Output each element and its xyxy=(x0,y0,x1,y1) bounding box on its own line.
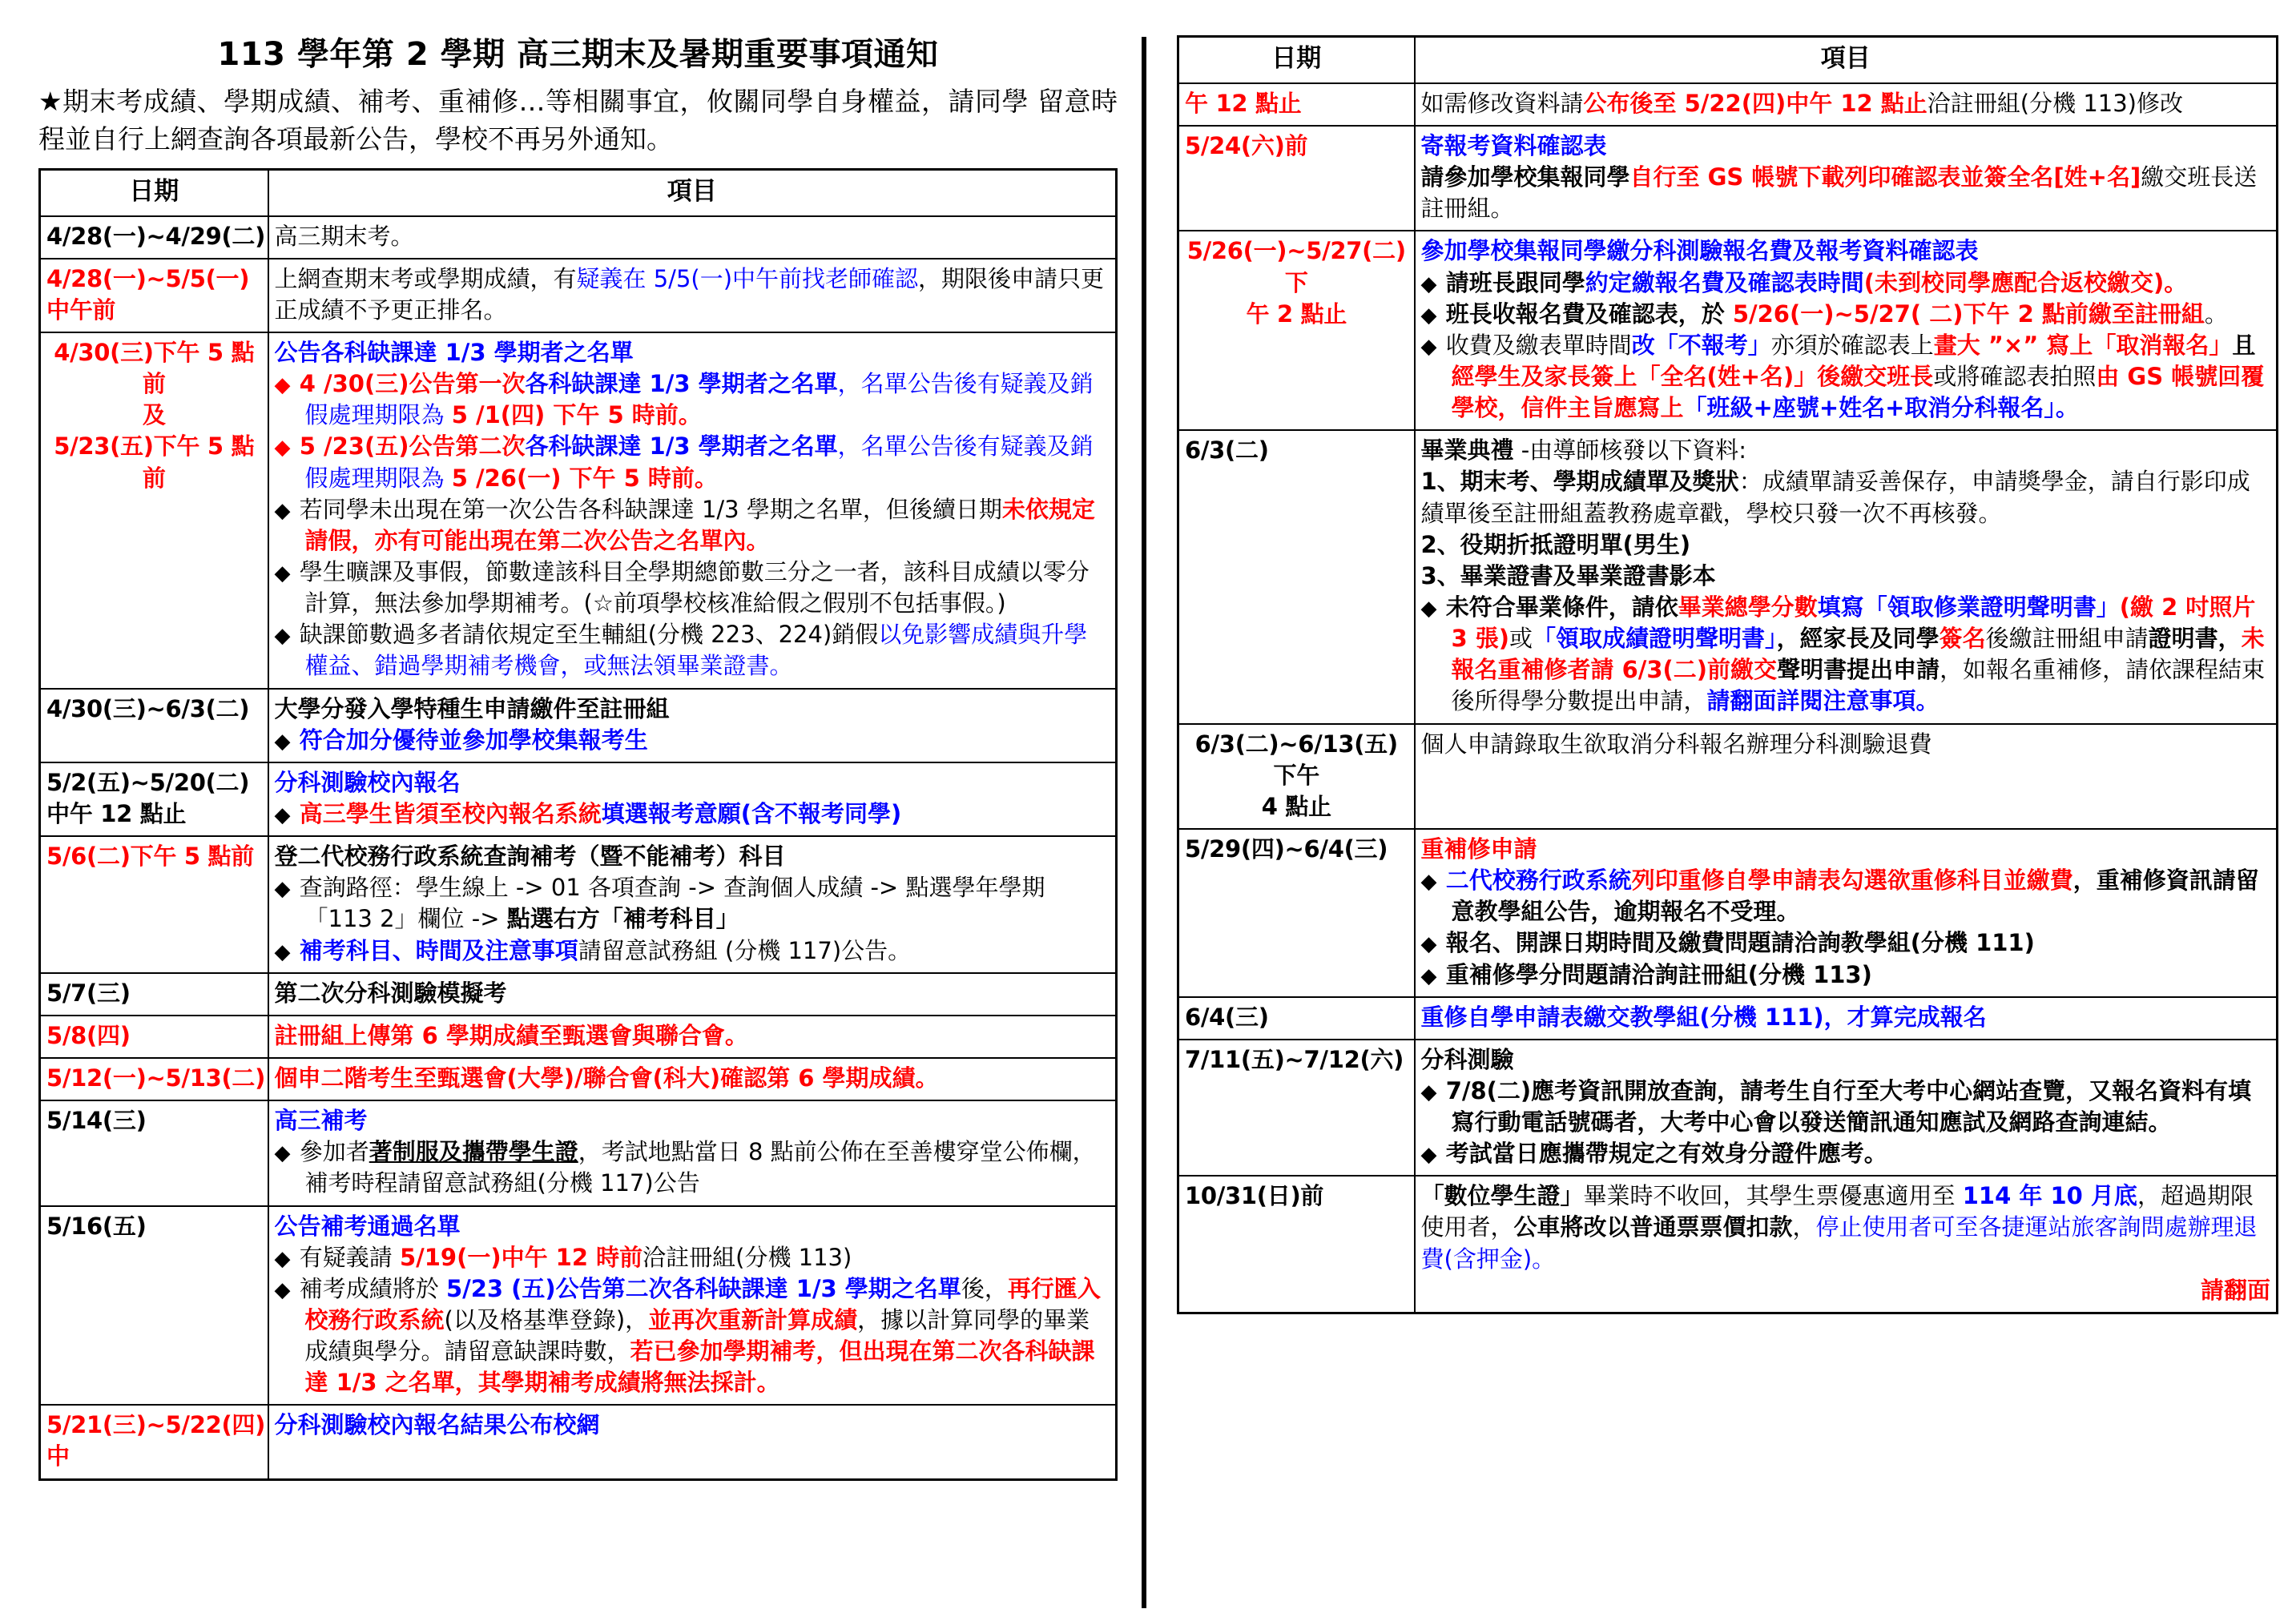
intro-paragraph xyxy=(38,83,1118,159)
text-segment: ，期限後申請只更正成績不予更正排名。 xyxy=(274,264,1105,324)
row-item-cell xyxy=(268,1405,1117,1479)
row-date-cell: 5/6(二)下午 5 點前 xyxy=(40,836,268,973)
item-line xyxy=(1421,1044,2271,1076)
table-row xyxy=(40,332,1117,689)
diamond-bullet-icon: ◆ xyxy=(274,1141,292,1166)
table-row xyxy=(40,689,1117,762)
text-segment: ：成績單請妥善保存，申請獎學金，請自行影印成績單後至註冊組蓋教務處章戳，學校只發一次不再核發。 xyxy=(1420,468,2250,527)
text-segment: 約定繳報名費及確認表時間 xyxy=(1585,268,1864,296)
right-column xyxy=(1146,0,2296,1314)
text-segment: 登二代校務行政系統查詢補考（暨不能補考）科目 xyxy=(274,843,786,871)
text-segment: ，據以計算同學的畢業成績與學分。請留意缺課時數， xyxy=(304,1305,1090,1366)
text-segment: 高三補考 xyxy=(274,1107,368,1135)
text-segment: 若同學未出現在第一次公告各科缺課達 1/3 學期之名單，但後續日期 xyxy=(299,495,1002,523)
item-line xyxy=(1421,162,2271,224)
diamond-bullet-icon: ◆ xyxy=(1420,1143,1439,1168)
text-segment: 以免影響成績與升學權益、錯過學期補考機會，或無法領畢業證書。 xyxy=(304,621,1088,680)
row-date-cell: 4/28(一)~4/29(二) xyxy=(40,216,268,259)
text-segment: 5 /23(五)公告第二次 xyxy=(299,432,526,461)
text-segment: 公布後至 5/22(四)中午 12 點止 xyxy=(1583,89,1927,117)
text-segment: 改「不報考」 xyxy=(1631,331,1771,359)
item-line xyxy=(275,1211,1110,1242)
text-segment: 5/19(一)中午 12 時前 xyxy=(399,1243,643,1271)
item-line xyxy=(1421,729,2271,760)
row-item-cell xyxy=(268,216,1117,259)
text-segment: 收費及繳表單時間 xyxy=(1445,331,1632,359)
text-segment: 列印重修自學申請表勾選欲重修科目並繳費 xyxy=(1631,867,2073,895)
item-line xyxy=(275,978,1110,1009)
diamond-bullet-icon: ◆ xyxy=(1420,932,1439,957)
turn-over-note: 請翻面 xyxy=(2200,1276,2270,1304)
text-segment: 簽名 xyxy=(1939,625,1986,653)
text-segment: 畫大 ”×” 寫上「取消報名」 xyxy=(1933,331,2233,359)
row-item-cell xyxy=(268,259,1117,332)
row-date-cell: 5/24(六)前 xyxy=(1178,126,1415,231)
bulleted-item-line xyxy=(275,1136,1110,1199)
text-segment: 「班級+座號+姓名+取消分科報名」。 xyxy=(1683,394,2079,422)
row-date-cell: 5/16(五) xyxy=(40,1206,268,1406)
text-segment: 未符合畢業條件，請依 xyxy=(1445,593,1678,621)
text-segment: 再行匯入校務行政系統 xyxy=(304,1274,1101,1333)
text-segment: ，經家長及同學 xyxy=(1776,625,1940,653)
text-segment: 請翻面詳閱注意事項。 xyxy=(1706,687,1940,715)
text-segment: 5 /26(一) 下午 5 時前。 xyxy=(451,464,718,492)
diamond-bullet-icon: ◆ xyxy=(1420,303,1439,328)
row-date-cell: 6/3(二) xyxy=(1178,430,1415,723)
text-segment: 有疑義請 xyxy=(299,1243,400,1271)
text-segment: 或 xyxy=(1509,625,1533,653)
text-segment: 寄報考資料確認表 xyxy=(1420,131,1607,159)
item-line xyxy=(1421,1002,2271,1033)
text-segment: ，名單公告後有疑義及銷假處理期限為 xyxy=(304,432,1094,492)
row-date-line: 6/3(二)~6/13(五)下午 xyxy=(1194,730,1398,789)
table-header-row xyxy=(1178,37,2278,83)
item-line xyxy=(1421,529,2271,561)
bulleted-item-line xyxy=(1421,299,2271,330)
text-segment: 請留意試務組 (分機 117)公告。 xyxy=(578,936,912,964)
bulleted-item-line xyxy=(1421,1138,2271,1169)
text-segment: 後繳註冊組申請 xyxy=(1985,625,2149,653)
text-segment: 分科測驗校內報名結果公布校網 xyxy=(274,1411,600,1439)
bulleted-item-line xyxy=(275,1273,1110,1399)
text-segment: 重補修申請 xyxy=(1420,835,1537,863)
text-segment: 班長收報名費及確認表，於 xyxy=(1445,300,1733,328)
diamond-bullet-icon: ◆ xyxy=(274,498,292,523)
text-segment: 「數位學生證」 xyxy=(1420,1182,1584,1210)
item-line xyxy=(1421,235,2271,267)
text-segment: 二代校務行政系統 xyxy=(1445,867,1632,895)
left-table-body xyxy=(40,216,1117,1480)
text-segment: 點選右方「補考科目」 xyxy=(506,905,739,933)
row-item-cell xyxy=(1415,1040,2278,1177)
item-line xyxy=(1421,561,2271,592)
row-date-cell: 6/4(三) xyxy=(1178,997,1415,1040)
item-line xyxy=(275,1063,1110,1094)
bulleted-item-line xyxy=(275,725,1110,756)
bulleted-item-line xyxy=(1421,330,2271,424)
text-segment: 查詢路徑：學生線上 -> 01 各項查詢 -> 查詢個人成績 -> 點選學年學期「113 2」欄位 -> xyxy=(299,874,1045,933)
text-segment: 各科缺課達 1/3 學期者之名單 xyxy=(525,370,838,398)
row-date-line: 5/23(五)下午 5 點前 xyxy=(54,432,255,492)
text-segment: 未報名重補修者請 6/3(二)前繳交 xyxy=(1451,625,2265,684)
text-segment: 重修自學申請表繳交教學組(分機 111)，才算完成報名 xyxy=(1420,1003,1987,1031)
item-line xyxy=(1421,131,2271,162)
row-item-cell xyxy=(268,973,1117,1016)
text-segment: ，超過期限使用者， xyxy=(1420,1182,2254,1241)
row-item-cell xyxy=(1415,724,2278,829)
text-segment: 如需修改資料請 xyxy=(1420,89,1584,117)
text-segment: 經學生及家長簽上「全名(姓+名)」後繳交班長 xyxy=(1451,362,1934,390)
text-segment: 著制服及攜帶學生證 xyxy=(369,1138,578,1166)
text-segment: 。 xyxy=(2204,300,2228,328)
table-row xyxy=(40,259,1117,332)
row-date-cell: 4/28(一)~5/5(一)中午前 xyxy=(40,259,268,332)
bulleted-item-line xyxy=(1421,959,2271,991)
bulleted-item-line xyxy=(275,557,1110,619)
diamond-bullet-icon: ◆ xyxy=(1420,596,1439,621)
text-segment: 繳交班長送註冊組。 xyxy=(1420,163,2258,223)
text-segment: 高三學生皆須至校內報名系統 xyxy=(299,799,602,827)
text-segment: 7/8(二)應考資訊開放查詢，請考生自行至大考中心網站查覽，又報名資料有填寫行動電話號碼者，大考中心會以發送簡訊通知應試及網路查詢連結。 xyxy=(1445,1076,2252,1136)
text-segment: 參加者 xyxy=(299,1138,369,1166)
text-segment: 3、畢業證書及畢業證書影本 xyxy=(1420,561,1716,589)
row-item-cell xyxy=(1415,83,2278,126)
row-date-cell: 5/7(三) xyxy=(40,973,268,1016)
bulleted-item-line xyxy=(1421,592,2271,718)
table-header-row xyxy=(40,169,1117,215)
intro-line-2: 留意時程並自行上網查詢各項最新公告，學校不再另外通知。 xyxy=(38,86,1118,155)
diamond-bullet-icon: ◆ xyxy=(1420,870,1439,895)
row-date-cell: 午 12 點止 xyxy=(1178,83,1415,126)
text-segment: 4 /30(三)公告第一次 xyxy=(299,370,526,398)
bulleted-item-line xyxy=(275,935,1110,967)
text-segment: 洽註冊組(分機 113) xyxy=(642,1243,852,1271)
row-item-cell xyxy=(1415,1176,2278,1313)
diamond-bullet-icon: ◆ xyxy=(274,939,292,964)
table-row xyxy=(1178,126,2278,231)
item-line xyxy=(275,694,1110,725)
text-segment: ， xyxy=(1792,1213,1816,1241)
table-row xyxy=(40,216,1117,259)
table-row xyxy=(1178,1176,2278,1313)
table-row xyxy=(1178,430,2278,723)
text-segment: 證明書， xyxy=(2148,625,2242,653)
row-date-line: 4/30(三)下午 5 點前 xyxy=(54,338,255,398)
row-item-cell xyxy=(268,1016,1117,1058)
text-segment: 並再次重新計算成績 xyxy=(648,1305,858,1333)
text-segment: 或將確認表拍照 xyxy=(1933,362,2097,390)
text-segment: 分科測驗 xyxy=(1420,1045,1514,1073)
table-row xyxy=(40,1100,1117,1205)
diamond-bullet-icon: ◆ xyxy=(274,802,292,827)
item-line xyxy=(275,337,1110,368)
row-date-cell: 5/14(三) xyxy=(40,1100,268,1205)
text-segment: 個人申請錄取生欲取消分科報名辦理分科測驗退費 xyxy=(1420,730,1932,758)
row-item-cell xyxy=(268,836,1117,973)
text-segment: 由 GS 帳號回覆學校，信件主旨應寫上 xyxy=(1451,362,2265,422)
row-item-cell xyxy=(268,689,1117,762)
table-row xyxy=(40,1016,1117,1058)
table-row xyxy=(40,973,1117,1016)
text-segment: 疑義在 5/5(一)中午前找老師確認 xyxy=(576,264,919,292)
diamond-bullet-icon: ◆ xyxy=(274,1277,292,1302)
bulleted-item-line xyxy=(275,431,1110,493)
text-segment: 高三期末考。 xyxy=(274,222,414,250)
text-segment: 5/26(一)~5/27( 二)下午 2 點前繳至註冊組 xyxy=(1732,300,2205,328)
column-header-item: 項目 xyxy=(1415,37,2278,83)
diamond-bullet-icon: ◆ xyxy=(1420,963,1439,988)
right-schedule-table xyxy=(1177,35,2278,1314)
item-line xyxy=(275,221,1110,252)
text-segment: -由導師核發以下資料: xyxy=(1513,436,1746,465)
row-date-cell: 4/30(三)~6/3(二) xyxy=(40,689,268,762)
row-item-cell xyxy=(1415,126,2278,231)
text-segment: 重補修學分問題請洽詢註冊組(分機 113) xyxy=(1445,960,1872,988)
row-item-cell xyxy=(268,1100,1117,1205)
diamond-bullet-icon: ◆ xyxy=(274,729,292,754)
row-date-cell: 7/11(五)~7/12(六) xyxy=(1178,1040,1415,1177)
row-item-cell xyxy=(268,1206,1117,1406)
row-date-cell: 5/29(四)~6/4(三) xyxy=(1178,829,1415,997)
bulleted-item-line xyxy=(275,872,1110,935)
row-date-line: 5/26(一)~5/27(二)下 xyxy=(1186,237,1406,296)
text-segment: 畢業總學分數 xyxy=(1678,593,1818,621)
bulleted-item-line xyxy=(275,798,1110,830)
text-segment: 請班長跟同學 xyxy=(1445,268,1585,296)
text-segment: 學生曠課及事假，節數達該科目全學期總節數三分之一者，該科目成績以零分計算，無法參加學期補考。(☆前項學校核准給假之假別不包括事假。) xyxy=(299,557,1090,617)
right-table-body xyxy=(1178,83,2278,1313)
bulleted-item-line xyxy=(1421,1076,2271,1138)
text-segment: ，重補修資訊請留意教學組公告，逾期報名不受理。 xyxy=(1451,867,2259,926)
bulleted-item-line xyxy=(1421,267,2271,299)
text-segment: 5 /1(四) 下午 5 時前。 xyxy=(451,401,702,429)
row-date-line: 4 點止 xyxy=(1261,792,1331,820)
left-schedule-table xyxy=(38,168,1118,1481)
row-item-cell xyxy=(1415,997,2278,1040)
row-date-line: 午 2 點止 xyxy=(1246,300,1347,328)
table-row xyxy=(40,1206,1117,1406)
diamond-bullet-icon: ◆ xyxy=(274,624,292,649)
diamond-bullet-icon: ◆ xyxy=(274,373,292,398)
text-segment: 考試當日應攜帶規定之有效身分證件應考。 xyxy=(1445,1140,1887,1168)
text-segment: 符合加分優待並參加學校集報考生 xyxy=(299,726,648,754)
column-header-date: 日期 xyxy=(1178,37,1415,83)
item-line xyxy=(275,1410,1110,1441)
table-row xyxy=(1178,997,2278,1040)
text-segment: (以及格基準登錄)， xyxy=(444,1305,649,1333)
row-date-cell: 5/8(四) xyxy=(40,1016,268,1058)
bulleted-item-line xyxy=(1421,865,2271,927)
table-row xyxy=(40,1405,1117,1479)
bulleted-item-line xyxy=(275,619,1110,682)
table-row xyxy=(1178,724,2278,829)
table-row xyxy=(1178,829,2278,997)
item-line xyxy=(275,1020,1110,1052)
bulleted-item-line xyxy=(275,368,1110,431)
item-line xyxy=(1421,88,2271,119)
diamond-bullet-icon: ◆ xyxy=(274,1246,292,1271)
item-line xyxy=(1421,1181,2271,1274)
text-segment: (繳 2 吋照片 3 張) xyxy=(1451,593,2256,653)
row-item-cell xyxy=(1415,231,2278,430)
text-segment: 亦須於確認表上 xyxy=(1770,331,1934,359)
text-segment: 後， xyxy=(961,1274,1008,1302)
intro-line-1: ★期末考成績、學期成績、補考、重補修…等相關事宜，攸關同學自身權益，請同學 xyxy=(38,86,1029,117)
text-segment: 註冊組上傳第 6 學期成績至甄選會與聯合會。 xyxy=(274,1021,748,1049)
text-segment: 且 xyxy=(2232,331,2256,359)
item-line xyxy=(275,767,1110,798)
diamond-bullet-icon: ◆ xyxy=(274,877,292,902)
table-row xyxy=(1178,231,2278,430)
item-line xyxy=(1421,466,2271,529)
text-segment: 報名、開課日期時間及繳費問題請洽詢教學組(分機 111) xyxy=(1445,929,2035,957)
bulleted-item-line xyxy=(275,1242,1110,1273)
row-date-cell xyxy=(1178,724,1415,829)
text-segment: 請參加學校集報同學 xyxy=(1420,163,1630,191)
row-item-cell xyxy=(1415,430,2278,723)
page-title: 113 學年第 2 學期 高三期末及暑期重要事項通知 xyxy=(217,36,939,73)
table-row xyxy=(40,762,1117,836)
item-line xyxy=(1421,834,2271,865)
text-segment: 自行至 GS 帳號下載列印確認表並簽全名[姓+名] xyxy=(1629,163,2141,191)
bulleted-item-line xyxy=(1421,927,2271,959)
row-item-cell xyxy=(268,762,1117,836)
text-segment: 缺課節數過多者請依規定至生輔組(分機 223、224)銷假 xyxy=(299,621,879,649)
diamond-bullet-icon: ◆ xyxy=(274,561,292,585)
text-segment: 畢業典禮 xyxy=(1420,436,1514,465)
text-segment: 1、期末考、學期成績單及獎狀 xyxy=(1420,468,1739,496)
text-segment: 分科測驗校內報名 xyxy=(274,768,461,796)
text-segment: 未依規定請假，亦有可能出現在第二次公告之名單內。 xyxy=(304,495,1095,554)
text-segment: 114 年 10 月底 xyxy=(1962,1182,2137,1210)
row-date-cell: 5/21(三)~5/22(四)中 xyxy=(40,1405,268,1479)
row-date-cell: 5/2(五)~5/20(二)中午 12 點止 xyxy=(40,762,268,836)
item-line xyxy=(275,841,1110,872)
text-segment: 各科缺課達 1/3 學期者之名單 xyxy=(525,432,838,461)
table-row xyxy=(1178,83,2278,126)
text-segment: ，名單公告後有疑義及銷假處理期限為 xyxy=(304,370,1094,429)
row-date-line: 及 xyxy=(142,401,166,429)
left-column xyxy=(0,0,1142,1481)
diamond-bullet-icon: ◆ xyxy=(1420,334,1439,359)
item-line xyxy=(275,1105,1110,1136)
bulleted-item-line xyxy=(275,494,1110,557)
text-segment: 第二次分科測驗模擬考 xyxy=(274,979,507,1007)
text-segment: 公車將改以普通票票價扣款 xyxy=(1513,1213,1793,1241)
text-segment: 5/23 (五)公告第二次各科缺課達 1/3 學期之名單 xyxy=(445,1274,961,1302)
table-row xyxy=(1178,1040,2278,1177)
diamond-bullet-icon: ◆ xyxy=(274,436,292,461)
text-segment: 填寫「領取修業證明聲明書」 xyxy=(1817,593,2120,621)
column-header-date: 日期 xyxy=(40,169,268,215)
column-header-item: 項目 xyxy=(268,169,1117,215)
text-segment: 參加學校集報同學繳分科測驗報名費及報考資料確認表 xyxy=(1420,237,1979,265)
row-date-cell xyxy=(40,332,268,689)
text-segment: 填選報考意願(含不報考同學) xyxy=(601,799,902,827)
text-segment: ，考試地點當日 8 點前公佈在至善樓穿堂公佈欄，補考時程請留意試務組(分機 117)公告 xyxy=(304,1138,1096,1197)
text-segment: 畢業時不收回，其學生票優惠適用至 xyxy=(1583,1182,1963,1210)
row-date-cell: 5/12(一)~5/13(二) xyxy=(40,1058,268,1100)
diamond-bullet-icon: ◆ xyxy=(1420,1080,1439,1104)
row-date-cell: 10/31(日)前 xyxy=(1178,1176,1415,1313)
text-segment: ，如報名重補修，請依課程結束後所得學分數提出申請， xyxy=(1451,656,2266,715)
text-segment: 補考成績將於 xyxy=(299,1274,446,1302)
table-row xyxy=(40,1058,1117,1100)
table-row xyxy=(40,836,1117,973)
diamond-bullet-icon: ◆ xyxy=(1420,272,1439,296)
row-date-cell xyxy=(1178,231,1415,430)
text-segment: 上網查期末考或學期成績，有 xyxy=(274,264,577,292)
text-segment: (未到校同學應配合返校繳交)。 xyxy=(1863,268,2188,296)
text-segment: 公告補考通過名單 xyxy=(274,1212,461,1240)
text-segment: 2、役期折抵證明單(男生) xyxy=(1420,530,1691,558)
item-line xyxy=(1421,435,2271,466)
text-segment: 停止使用者可至各捷運站旅客詢問處辦理退費(含押金)。 xyxy=(1420,1213,2258,1273)
text-segment: 聲明書提出申請 xyxy=(1777,656,1940,684)
text-segment: 若已參加學期補考，但出現在第二次各科缺課達 1/3 之名單，其學期補考成績將無法採計。 xyxy=(304,1337,1095,1397)
row-item-cell xyxy=(1415,829,2278,997)
item-line xyxy=(275,263,1110,326)
text-segment: 洽註冊組(分機 113)修改 xyxy=(1927,89,2183,117)
text-segment: 大學分發入學特種生申請繳件至註冊組 xyxy=(274,694,670,722)
text-segment: 「領取成績證明聲明書」 xyxy=(1533,625,1777,653)
text-segment: 個申二階考生至甄選會(大學)/聯合會(科大)確認第 6 學期成績。 xyxy=(274,1064,939,1092)
row-item-cell xyxy=(268,1058,1117,1100)
row-item-cell xyxy=(268,332,1117,689)
text-segment: 公告各科缺課達 1/3 學期者之名單 xyxy=(274,338,634,366)
text-segment: 補考科目、時間及注意事項 xyxy=(299,936,578,964)
